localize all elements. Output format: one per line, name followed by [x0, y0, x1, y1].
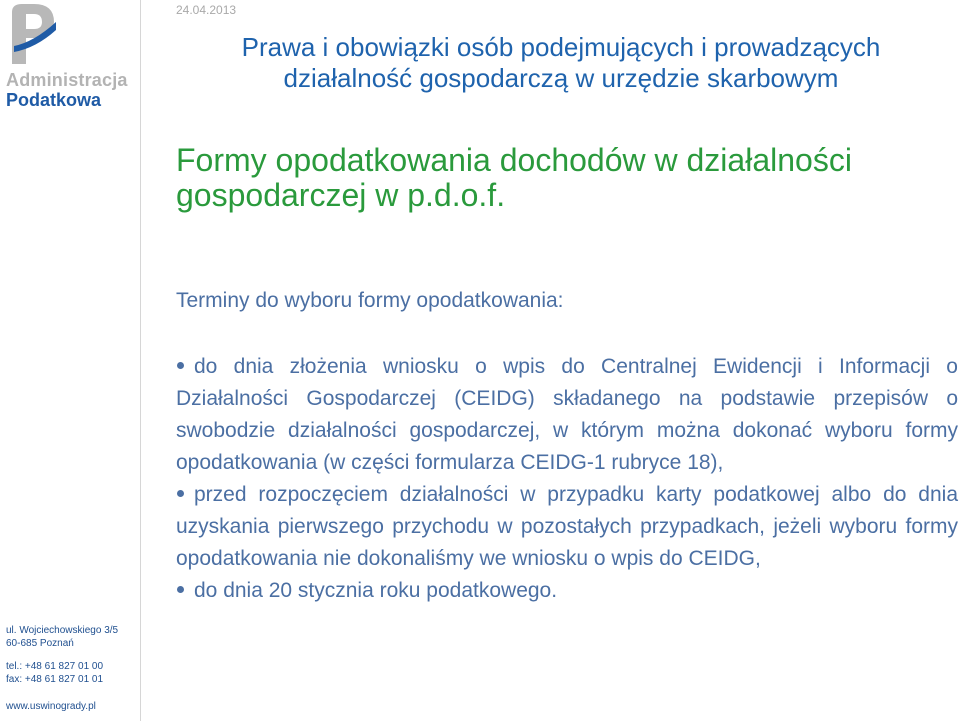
administracja-podatkowa-logo-icon	[4, 2, 60, 66]
bullet-text: do dnia złożenia wniosku o wpis do Centralnej Ewidencji i Informacji o Działalności Gospodarczej (CEIDG) składanego na podstawie przepisów o swobodzie działalności gospodarczej, w którym można dokonać wyboru formy opodatkowania (w części formularza CEIDG-1 rubryce 18),	[176, 355, 958, 474]
bullet-icon	[177, 362, 184, 369]
phone-number: tel.: +48 61 827 01 00	[6, 661, 104, 672]
lead-text: Terminy do wyboru formy opodatkowania:	[176, 289, 564, 312]
bullet-icon	[177, 490, 184, 497]
sidebar	[0, 0, 142, 721]
address-city: 60-685 Poznań	[6, 638, 74, 649]
sidebar-divider	[140, 0, 141, 721]
bullet-text: do dnia 20 stycznia roku podatkowego.	[194, 579, 558, 602]
slide-subtitle: Formy opodatkowania dochodów w działalności gospodarczej w p.d.o.f.	[176, 142, 852, 213]
office-name: Urząd Skarbowy Poznań - Winogrady	[11, 135, 129, 192]
website-link[interactable]: www.uswinogrady.pl	[6, 701, 96, 712]
fax-number: fax: +48 61 827 01 01	[6, 674, 104, 685]
slide-title: Prawa i obowiązki osób podejmujących i prowadzących działalność gospodarczą w urzędzie skarbowym	[241, 32, 881, 93]
bullet-text: przed rozpoczęciem działalności w przypadku karty podatkowej albo do dnia uzyskania pierwszego przychodu w pozostałych przypadkach, jeżeli wyboru formy opodatkowania nie dokonaliśmy we wniosku o wpis do CEIDG,	[176, 483, 958, 570]
address-street: ul. Wojciechowskiego 3/5	[6, 625, 119, 636]
bullet-item	[176, 351, 958, 479]
bullet-item	[176, 575, 958, 607]
logo-text-administracja: Administracja	[6, 70, 128, 90]
bullet-list	[176, 351, 958, 607]
slide-date: 24.04.2013	[176, 3, 237, 17]
logo-text-podatkowa: Podatkowa	[6, 90, 102, 110]
bullet-icon	[177, 586, 184, 593]
bullet-item	[176, 479, 958, 575]
